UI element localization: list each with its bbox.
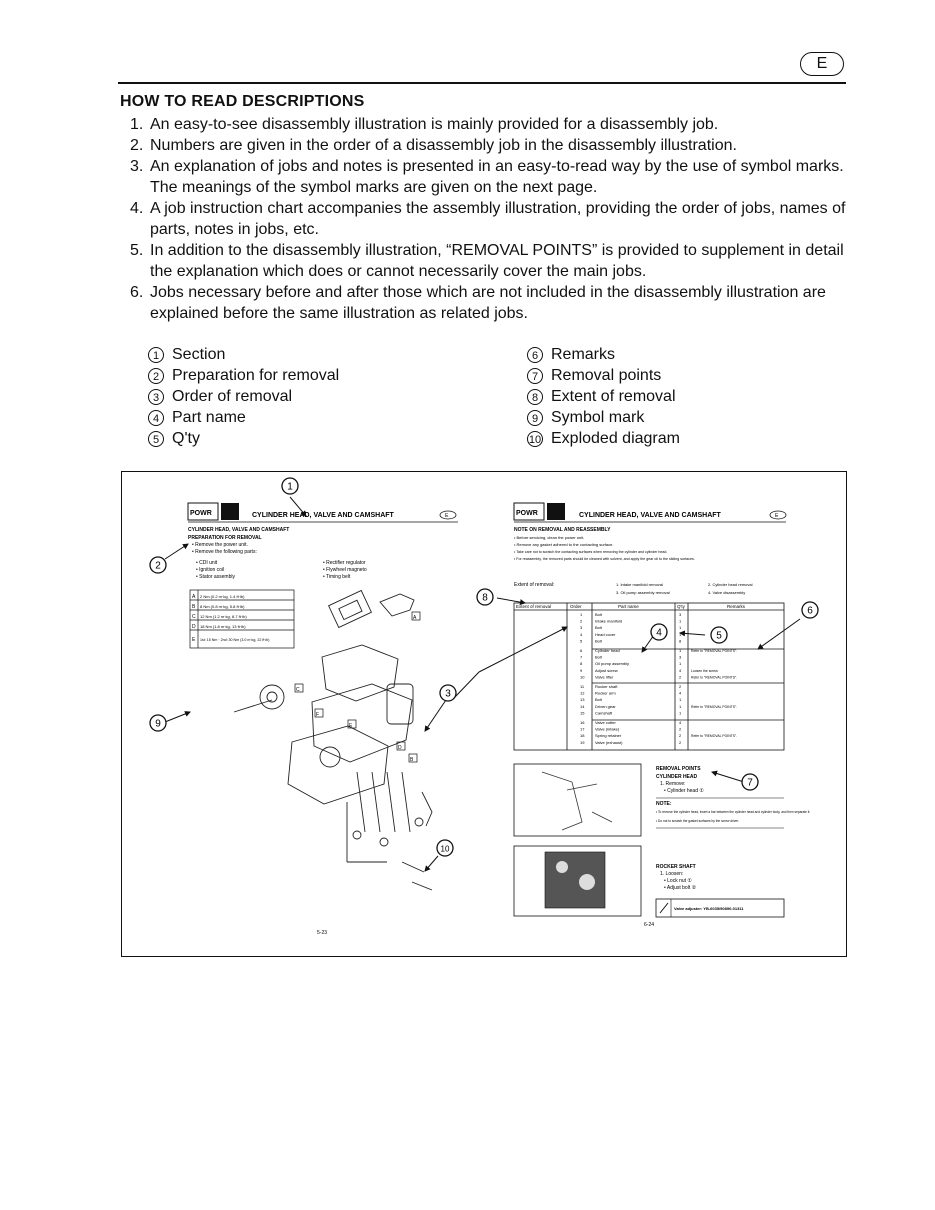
- callout-number: 10: [440, 844, 450, 854]
- step-item: 1. Remove:: [660, 781, 686, 787]
- example-figure: [121, 471, 847, 957]
- table-header: Part name: [618, 604, 639, 609]
- diagram-letter: D: [398, 745, 402, 751]
- right-lang-label: E: [775, 513, 779, 519]
- table-cell: Refer to "REMOVAL POINTS".: [691, 675, 738, 680]
- callout-number: 5: [716, 630, 722, 642]
- circled-number: 9: [527, 410, 543, 426]
- torque-value: 12 Nm (1.2 m·kg, 8.7 ft·lb): [200, 614, 247, 619]
- table-cell: Loosen the screw.: [691, 668, 719, 673]
- note-item: • Do not to scratch the gasket surfaces by the screw driver.: [656, 819, 739, 823]
- instruction-list: [130, 114, 848, 324]
- list-item: 2. Numbers are given in the order of a disassembly job in the disassembly illustration.: [130, 137, 737, 154]
- table-cell: 1: [679, 618, 682, 624]
- prep-item: • Remove the power unit.: [192, 542, 248, 548]
- table-cell: Rocker shaft: [595, 684, 618, 689]
- powr-badge-label: POWR: [516, 510, 538, 517]
- circled-number: 5: [148, 431, 164, 447]
- step-item: • Cylinder head ①: [664, 788, 704, 794]
- left-page: [188, 503, 458, 936]
- table-cell: 1: [580, 612, 583, 617]
- table-cell: Bolt: [595, 625, 602, 631]
- table-cell: Refer to "REMOVAL POINTS".: [691, 649, 738, 653]
- circled-number: 4: [148, 410, 164, 426]
- table-header: Extent of removal: [516, 604, 552, 609]
- diagram-letter: C: [296, 687, 300, 693]
- table-cell: 15: [580, 710, 585, 716]
- extent-item: 2. Cylinder head removal: [708, 582, 753, 587]
- figure-svg: [122, 472, 846, 956]
- extent-item: 4. Valve disassembly: [708, 590, 746, 595]
- extent-label: Extent of removal:: [514, 582, 555, 588]
- table-cell: 7: [580, 654, 583, 660]
- table-cell: 1: [679, 697, 682, 703]
- section-heading: HOW TO READ DESCRIPTIONS: [120, 93, 365, 110]
- callout-number: 6: [807, 605, 813, 617]
- callout-number: 2: [155, 560, 161, 572]
- rocker-shaft-sketch: [545, 852, 605, 908]
- step-item: • Lock nut ①: [664, 878, 692, 884]
- torque-value: 8 Nm (0.8 m·kg, 5.8 ft·lb): [200, 604, 245, 609]
- table-cell: Rocker arm: [595, 690, 616, 696]
- torque-key: A: [192, 594, 196, 600]
- part-item: • Ignition coil: [196, 567, 225, 573]
- tool-icon: [660, 903, 668, 913]
- table-cell: 17: [580, 726, 585, 732]
- list-item: 1. An easy-to-see disassembly illustration is mainly provided for a disassembly job.: [130, 116, 719, 133]
- right-page-title: CYLINDER HEAD, VALVE AND CAMSHAFT: [579, 512, 721, 519]
- callout-number: 4: [656, 627, 662, 639]
- table-cell: Oil pump assembly: [595, 661, 630, 667]
- table-cell: 3: [679, 654, 682, 660]
- legend-item: 2 Preparation for removal: [148, 365, 339, 386]
- table-cell: Camshaft: [595, 710, 613, 716]
- exploded-diagram: [234, 591, 432, 890]
- table-cell: 1: [679, 648, 682, 653]
- legend-item: 1 Section: [148, 344, 339, 365]
- table-cell: 4: [679, 690, 682, 696]
- table-cell: Valve (intake): [595, 726, 620, 732]
- table-cell: 1: [679, 625, 682, 631]
- legend-left: [148, 344, 339, 449]
- table-cell: Bolt: [595, 654, 602, 660]
- table-cell: Head cover: [595, 631, 616, 637]
- torque-key: B: [192, 604, 196, 610]
- legend-right: [527, 344, 680, 449]
- circled-number: 7: [527, 368, 543, 384]
- list-item: 4. A job instruction chart accompanies the assembly illustration, providing the order of jobs, names of parts, notes in jobs, etc.: [130, 200, 846, 238]
- table-cell: 10: [580, 674, 585, 680]
- parts-table: [514, 603, 784, 750]
- legend-item: 6 Remarks: [527, 344, 680, 365]
- table-header: Q'ty: [677, 604, 685, 609]
- table-cell: 13: [580, 697, 585, 703]
- part-item: • Rectifier regulator: [323, 560, 366, 566]
- tool-text: Valve adjuster: YB-6035/90890-01311: [674, 906, 744, 911]
- note-item: • Remove any gasket adhered to the contacting surface.: [514, 542, 614, 547]
- table-cell: 1: [679, 661, 682, 667]
- torque-key: D: [192, 624, 196, 630]
- table-cell: Adjust screw: [595, 667, 618, 673]
- callout-lines: [165, 497, 800, 871]
- torque-value: 1st: 15 Nm · 2nd: 30 Nm (3.0 m·kg, 22 ft·lb): [200, 638, 270, 642]
- table-cell: Bolt: [595, 697, 602, 703]
- note-item: • Before servicing, clean the power unit.: [514, 535, 585, 540]
- table-header: Order: [570, 604, 582, 609]
- table-cell: Cylinder head: [595, 648, 620, 653]
- table-header: Remarks: [727, 604, 746, 609]
- cylinder-head-photo: [514, 764, 641, 836]
- legend-item: 9 Symbol mark: [527, 407, 680, 428]
- extent-item: 3. Oil pump assembly removal: [616, 590, 670, 595]
- table-cell: 14: [580, 703, 585, 709]
- list-item: 3. An explanation of jobs and notes is presented in an easy-to-read way by the use of symbol marks. The meanings of the symbol marks are given on the next page.: [130, 158, 844, 196]
- note-item: • To remove the cylinder head, insert a bar between the cylinder head and cylinder body, and then separate it.: [656, 810, 811, 814]
- note-item: • Take care not to scratch the contacting surfaces when removing the cylinder and cylinder head.: [514, 550, 668, 554]
- callout-number: 1: [287, 481, 293, 493]
- note-label: NOTE:: [656, 801, 672, 807]
- table-cell: Bolt: [595, 612, 602, 617]
- table-cell: 16: [580, 720, 585, 725]
- table-cell: Intake manifold: [595, 618, 623, 624]
- prep-item: • Remove the following parts:: [192, 549, 257, 555]
- table-cell: 6: [580, 648, 583, 653]
- diagram-letter: E: [349, 723, 353, 729]
- table-cell: Driven gear: [595, 703, 616, 709]
- language-badge: E: [800, 52, 844, 76]
- circled-number: 3: [148, 389, 164, 405]
- table-cell: 4: [580, 631, 583, 637]
- part-item: • Timing belt: [323, 574, 351, 580]
- left-page-title: CYLINDER HEAD, VALVE AND CAMSHAFT: [252, 512, 394, 519]
- table-cell: 1: [679, 710, 682, 716]
- table-cell: 4: [679, 667, 682, 673]
- engine-icon: [547, 503, 565, 520]
- extent-item: 1. Intake manifold removal: [616, 582, 663, 587]
- table-cell: Spring retainer: [595, 733, 622, 739]
- part-item: • Stator assembly: [196, 574, 235, 580]
- table-cell: 2: [679, 733, 682, 739]
- step-item: • Adjust bolt ②: [664, 885, 697, 891]
- legend-item: 8 Extent of removal: [527, 386, 680, 407]
- left-subtitle: CYLINDER HEAD, VALVE AND CAMSHAFT: [188, 527, 290, 533]
- legend-item: 7 Removal points: [527, 365, 680, 386]
- table-cell: 2: [679, 674, 682, 680]
- callout-number: 3: [445, 688, 451, 700]
- table-cell: 8: [580, 661, 583, 667]
- legend-item: 4 Part name: [148, 407, 339, 428]
- table-cell: Valve lifter: [595, 674, 614, 680]
- table-cell: 9: [580, 667, 583, 673]
- step-item: 1. Loosen:: [660, 871, 684, 877]
- table-cell: 8: [679, 638, 682, 644]
- left-lang-label: E: [445, 513, 449, 519]
- note-item: • For reassembly, the removed parts should be cleaned with solvent, and apply the gear oil to the sliding surfaces.: [514, 557, 695, 561]
- table-cell: 4: [679, 720, 682, 725]
- circled-number: 10: [527, 431, 543, 447]
- callout-number: 7: [747, 777, 753, 789]
- engine-icon: [221, 503, 239, 520]
- torque-value: 2 Nm (0.2 m·kg, 1.4 ft·lb): [200, 594, 245, 599]
- diagram-letter: F: [316, 712, 320, 718]
- legend-item: 10 Exploded diagram: [528, 430, 680, 447]
- callout-number: 8: [482, 592, 488, 604]
- table-cell: 1: [679, 631, 682, 637]
- circled-number: 2: [148, 368, 164, 384]
- table-cell: 5: [580, 638, 583, 644]
- callout-number: 9: [155, 718, 161, 730]
- right-page: [514, 503, 810, 928]
- circled-number: 6: [527, 347, 543, 363]
- diagram-letter: A: [413, 615, 417, 621]
- prep-title: PREPARATION FOR REMOVAL: [188, 535, 262, 541]
- cylinder-head-title: CYLINDER HEAD: [656, 774, 698, 780]
- table-cell: Valve (exhaust): [595, 739, 623, 745]
- table-cell: 3: [580, 625, 583, 631]
- table-cell: 18: [580, 733, 585, 739]
- table-cell: 19: [580, 739, 585, 745]
- left-page-number: 5-23: [317, 930, 328, 936]
- table-cell: Bolt: [595, 638, 602, 644]
- table-cell: Refer to "REMOVAL POINTS".: [691, 704, 738, 709]
- header-rule: [118, 82, 846, 84]
- part-item: • Flywheel magneto: [323, 567, 367, 573]
- legend-item: 3 Order of removal: [148, 386, 339, 407]
- table-cell: 3: [679, 612, 682, 617]
- table-cell: 11: [580, 684, 585, 689]
- list-item: 6. Jobs necessary before and after those which are not included in the disassembly illustration are explained before the same illustration as related jobs.: [130, 284, 826, 322]
- cylinder-head-sketch: [542, 772, 612, 830]
- table-cell: 2: [679, 726, 682, 732]
- table-cell: 12: [580, 690, 585, 696]
- torque-value: 18 Nm (1.8 m·kg, 13 ft·lb): [200, 624, 246, 629]
- table-cell: 2: [679, 739, 682, 745]
- torque-key: E: [192, 637, 196, 643]
- table-cell: 2: [580, 618, 583, 624]
- table-cell: Refer to "REMOVAL POINTS".: [691, 734, 738, 739]
- note-title: NOTE ON REMOVAL AND REASSEMBLY: [514, 527, 611, 533]
- list-item: 5. In addition to the disassembly illustration, “REMOVAL POINTS” is provided to supplement in detail the explanation which does or cannot necessarily cover the main jobs.: [130, 242, 844, 280]
- circled-number: 1: [148, 347, 164, 363]
- legend-item: 5 Q'ty: [148, 428, 339, 449]
- table-cell: Valve cotter: [595, 720, 616, 725]
- powr-badge-label: POWR: [190, 510, 212, 517]
- right-page-number: 6-24: [644, 922, 655, 928]
- torque-key: C: [192, 614, 196, 620]
- diagram-letter: B: [410, 757, 414, 763]
- table-cell: 2: [679, 684, 682, 689]
- removal-points-title: REMOVAL POINTS: [656, 766, 701, 772]
- table-cell: 1: [679, 703, 682, 709]
- rocker-shaft-title: ROCKER SHAFT: [656, 864, 696, 870]
- circled-number: 8: [527, 389, 543, 405]
- part-item: • CDI unit: [196, 560, 218, 566]
